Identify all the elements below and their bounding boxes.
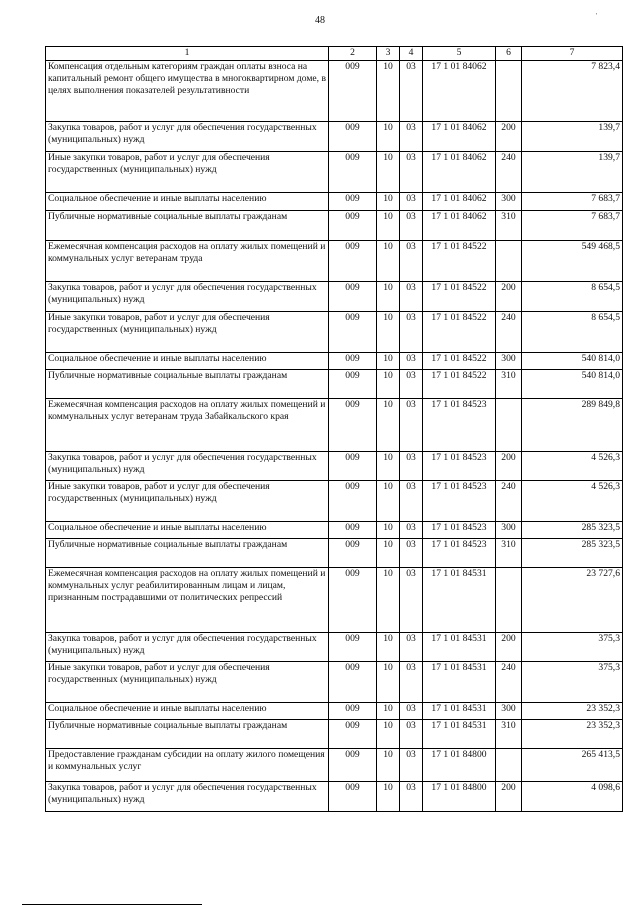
section-code-cell: 10 (377, 193, 400, 211)
target-article-cell: 17 1 01 84062 (423, 61, 496, 122)
section-code-cell: 10 (377, 399, 400, 452)
target-article-cell: 17 1 01 84800 (423, 782, 496, 812)
row-name-cell: Социальное обеспечение и иные выплаты населению (46, 522, 329, 539)
subsection-code-cell: 03 (400, 633, 423, 662)
amount-cell: 23 727,6 (522, 568, 623, 633)
table-row (46, 399, 623, 452)
subsection-code-cell: 03 (400, 522, 423, 539)
amount-cell: 7 683,7 (522, 211, 623, 241)
grbs-code-cell: 009 (329, 749, 377, 782)
section-code-cell: 10 (377, 452, 400, 481)
row-name-cell: Закупка товаров, работ и услуг для обеспечения государственных (муниципальных) нужд (46, 782, 329, 812)
grbs-code-cell: 009 (329, 703, 377, 720)
subsection-code-cell: 03 (400, 211, 423, 241)
expense-type-cell: 310 (496, 211, 522, 241)
subsection-code-cell: 03 (400, 399, 423, 452)
target-article-cell: 17 1 01 84800 (423, 749, 496, 782)
row-name-cell: Иные закупки товаров, работ и услуг для обеспечения государственных (муниципальных) нужд (46, 312, 329, 353)
amount-cell: 4 098,6 (522, 782, 623, 812)
target-article-cell: 17 1 01 84522 (423, 312, 496, 353)
table-row (46, 720, 623, 749)
row-name-cell: Публичные нормативные социальные выплаты гражданам (46, 539, 329, 568)
section-code-cell: 10 (377, 633, 400, 662)
expense-type-cell: 200 (496, 452, 522, 481)
row-name-cell: Иные закупки товаров, работ и услуг для обеспечения государственных (муниципальных) нужд (46, 481, 329, 522)
row-name-cell: Закупка товаров, работ и услуг для обеспечения государственных (муниципальных) нужд (46, 282, 329, 312)
amount-cell: 285 323,5 (522, 522, 623, 539)
section-code-cell: 10 (377, 662, 400, 703)
amount-cell: 23 352,3 (522, 703, 623, 720)
amount-cell: 375,3 (522, 633, 623, 662)
target-article-cell: 17 1 01 84523 (423, 481, 496, 522)
grbs-code-cell: 009 (329, 122, 377, 152)
row-name-cell: Социальное обеспечение и иные выплаты населению (46, 193, 329, 211)
section-code-cell: 10 (377, 152, 400, 193)
table-row (46, 782, 623, 812)
expense-type-cell: 200 (496, 782, 522, 812)
subsection-code-cell: 03 (400, 749, 423, 782)
subsection-code-cell: 03 (400, 241, 423, 282)
amount-cell: 265 413,5 (522, 749, 623, 782)
amount-cell: 549 468,5 (522, 241, 623, 282)
amount-cell: 285 323,5 (522, 539, 623, 568)
row-name-cell: Компенсация отдельным категориям граждан оплаты взноса на капитальный ремонт общего имущества в многоквартирном доме, в целях выполнения показателей результативности (46, 61, 329, 122)
expense-type-cell: 300 (496, 353, 522, 370)
section-code-cell: 10 (377, 782, 400, 812)
subsection-code-cell: 03 (400, 782, 423, 812)
table-row (46, 193, 623, 211)
table-row (46, 211, 623, 241)
target-article-cell: 17 1 01 84531 (423, 662, 496, 703)
header-row (46, 47, 623, 61)
section-code-cell: 10 (377, 312, 400, 353)
expense-type-cell: 300 (496, 522, 522, 539)
expense-type-cell: 200 (496, 122, 522, 152)
row-name-cell: Публичные нормативные социальные выплаты гражданам (46, 211, 329, 241)
subsection-code-cell: 03 (400, 193, 423, 211)
table-row (46, 353, 623, 370)
target-article-cell: 17 1 01 84523 (423, 452, 496, 481)
grbs-code-cell: 009 (329, 353, 377, 370)
target-article-cell: 17 1 01 84062 (423, 152, 496, 193)
target-article-cell: 17 1 01 84062 (423, 193, 496, 211)
section-code-cell: 10 (377, 703, 400, 720)
grbs-code-cell: 009 (329, 452, 377, 481)
target-article-cell: 17 1 01 84531 (423, 568, 496, 633)
section-code-cell: 10 (377, 749, 400, 782)
row-name-cell: Ежемесячная компенсация расходов на оплату жилых помещений и коммунальных услуг реабилитированным лицам и лицам, признанным пострадавшими от политических репрессий (46, 568, 329, 633)
grbs-code-cell: 009 (329, 782, 377, 812)
row-name-cell: Предоставление гражданам субсидии на оплату жилого помещения и коммунальных услуг (46, 749, 329, 782)
grbs-code-cell: 009 (329, 539, 377, 568)
amount-cell: 375,3 (522, 662, 623, 703)
target-article-cell: 17 1 01 84522 (423, 370, 496, 399)
subsection-code-cell: 03 (400, 312, 423, 353)
table-row (46, 662, 623, 703)
grbs-code-cell: 009 (329, 193, 377, 211)
section-code-cell: 10 (377, 522, 400, 539)
section-code-cell: 10 (377, 282, 400, 312)
grbs-code-cell: 009 (329, 370, 377, 399)
table-row (46, 633, 623, 662)
table-row (46, 312, 623, 353)
expense-type-cell: 240 (496, 662, 522, 703)
amount-cell: 540 814,0 (522, 370, 623, 399)
expense-type-cell: 240 (496, 312, 522, 353)
amount-cell: 4 526,3 (522, 481, 623, 522)
subsection-code-cell: 03 (400, 282, 423, 312)
subsection-code-cell: 03 (400, 481, 423, 522)
corner-mark: ' (596, 12, 598, 20)
section-code-cell: 10 (377, 353, 400, 370)
section-code-cell: 10 (377, 241, 400, 282)
header-cell: 1 (46, 47, 329, 61)
expense-type-cell: 300 (496, 193, 522, 211)
grbs-code-cell: 009 (329, 522, 377, 539)
table-row (46, 241, 623, 282)
expense-type-cell: 310 (496, 539, 522, 568)
subsection-code-cell: 03 (400, 122, 423, 152)
expense-type-cell: 300 (496, 703, 522, 720)
table-row (46, 282, 623, 312)
grbs-code-cell: 009 (329, 633, 377, 662)
table-row (46, 568, 623, 633)
expense-type-cell: 310 (496, 720, 522, 749)
subsection-code-cell: 03 (400, 152, 423, 193)
table-row (46, 749, 623, 782)
target-article-cell: 17 1 01 84062 (423, 122, 496, 152)
amount-cell: 23 352,3 (522, 720, 623, 749)
page-number: 48 (315, 15, 325, 26)
header-cell: 3 (377, 47, 400, 61)
table-row (46, 61, 623, 122)
table-row (46, 152, 623, 193)
target-article-cell: 17 1 01 84531 (423, 720, 496, 749)
amount-cell: 7 823,4 (522, 61, 623, 122)
budget-table (45, 46, 623, 812)
grbs-code-cell: 009 (329, 568, 377, 633)
expense-type-cell: 240 (496, 152, 522, 193)
target-article-cell: 17 1 01 84523 (423, 539, 496, 568)
target-article-cell: 17 1 01 84522 (423, 241, 496, 282)
header-cell: 5 (423, 47, 496, 61)
target-article-cell: 17 1 01 84531 (423, 633, 496, 662)
section-code-cell: 10 (377, 720, 400, 749)
row-name-cell: Публичные нормативные социальные выплаты гражданам (46, 370, 329, 399)
subsection-code-cell: 03 (400, 568, 423, 633)
row-name-cell: Публичные нормативные социальные выплаты гражданам (46, 720, 329, 749)
grbs-code-cell: 009 (329, 399, 377, 452)
subsection-code-cell: 03 (400, 703, 423, 720)
grbs-code-cell: 009 (329, 211, 377, 241)
table-row (46, 370, 623, 399)
target-article-cell: 17 1 01 84522 (423, 282, 496, 312)
header-cell: 4 (400, 47, 423, 61)
subsection-code-cell: 03 (400, 370, 423, 399)
subsection-code-cell: 03 (400, 539, 423, 568)
table-row (46, 122, 623, 152)
row-name-cell: Иные закупки товаров, работ и услуг для обеспечения государственных (муниципальных) нужд (46, 662, 329, 703)
expense-type-cell (496, 399, 522, 452)
table-row (46, 452, 623, 481)
expense-type-cell (496, 749, 522, 782)
grbs-code-cell: 009 (329, 662, 377, 703)
expense-type-cell: 200 (496, 282, 522, 312)
expense-type-cell (496, 241, 522, 282)
amount-cell: 8 654,5 (522, 282, 623, 312)
amount-cell: 139,7 (522, 122, 623, 152)
row-name-cell: Закупка товаров, работ и услуг для обеспечения государственных (муниципальных) нужд (46, 633, 329, 662)
section-code-cell: 10 (377, 61, 400, 122)
expense-type-cell (496, 568, 522, 633)
target-article-cell: 17 1 01 84523 (423, 522, 496, 539)
target-article-cell: 17 1 01 84522 (423, 353, 496, 370)
expense-type-cell: 200 (496, 633, 522, 662)
subsection-code-cell: 03 (400, 452, 423, 481)
section-code-cell: 10 (377, 568, 400, 633)
row-name-cell: Иные закупки товаров, работ и услуг для обеспечения государственных (муниципальных) нужд (46, 152, 329, 193)
header-cell: 6 (496, 47, 522, 61)
table-row (46, 481, 623, 522)
expense-type-cell: 240 (496, 481, 522, 522)
subsection-code-cell: 03 (400, 353, 423, 370)
grbs-code-cell: 009 (329, 61, 377, 122)
row-name-cell: Социальное обеспечение и иные выплаты населению (46, 353, 329, 370)
grbs-code-cell: 009 (329, 720, 377, 749)
target-article-cell: 17 1 01 84523 (423, 399, 496, 452)
row-name-cell: Ежемесячная компенсация расходов на оплату жилых помещений и коммунальных услуг ветеранам труда Забайкальского края (46, 399, 329, 452)
target-article-cell: 17 1 01 84062 (423, 211, 496, 241)
target-article-cell: 17 1 01 84531 (423, 703, 496, 720)
subsection-code-cell: 03 (400, 61, 423, 122)
subsection-code-cell: 03 (400, 720, 423, 749)
expense-type-cell (496, 61, 522, 122)
amount-cell: 139,7 (522, 152, 623, 193)
amount-cell: 289 849,8 (522, 399, 623, 452)
row-name-cell: Социальное обеспечение и иные выплаты населению (46, 703, 329, 720)
row-name-cell: Закупка товаров, работ и услуг для обеспечения государственных (муниципальных) нужд (46, 452, 329, 481)
header-cell: 7 (522, 47, 623, 61)
grbs-code-cell: 009 (329, 241, 377, 282)
row-name-cell: Закупка товаров, работ и услуг для обеспечения государственных (муниципальных) нужд (46, 122, 329, 152)
grbs-code-cell: 009 (329, 481, 377, 522)
grbs-code-cell: 009 (329, 152, 377, 193)
subsection-code-cell: 03 (400, 662, 423, 703)
table-row (46, 522, 623, 539)
section-code-cell: 10 (377, 211, 400, 241)
row-name-cell: Ежемесячная компенсация расходов на оплату жилых помещений и коммунальных услуг ветеранам труда (46, 241, 329, 282)
header-cell: 2 (329, 47, 377, 61)
table-row (46, 703, 623, 720)
section-code-cell: 10 (377, 370, 400, 399)
grbs-code-cell: 009 (329, 282, 377, 312)
amount-cell: 4 526,3 (522, 452, 623, 481)
table-row (46, 539, 623, 568)
amount-cell: 8 654,5 (522, 312, 623, 353)
section-code-cell: 10 (377, 481, 400, 522)
expense-type-cell: 310 (496, 370, 522, 399)
section-code-cell: 10 (377, 122, 400, 152)
amount-cell: 7 683,7 (522, 193, 623, 211)
amount-cell: 540 814,0 (522, 353, 623, 370)
grbs-code-cell: 009 (329, 312, 377, 353)
section-code-cell: 10 (377, 539, 400, 568)
